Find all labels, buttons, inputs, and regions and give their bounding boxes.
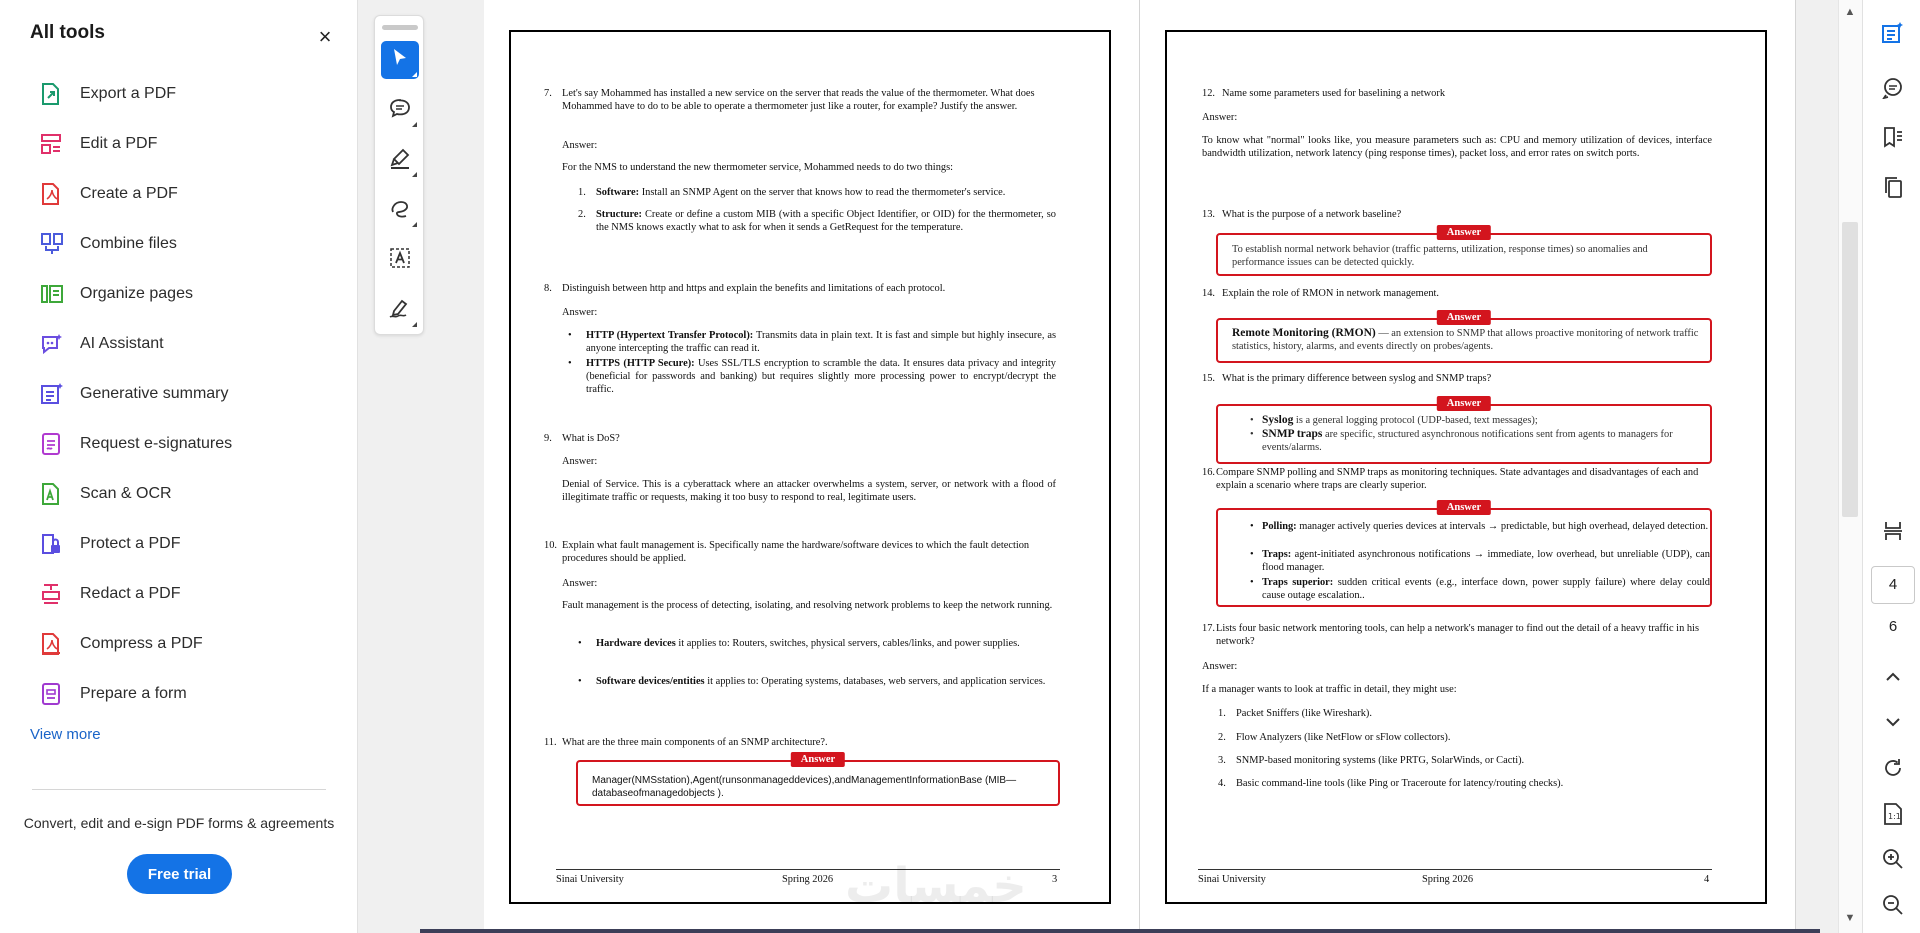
tool-label: Edit a PDF	[80, 135, 158, 152]
tool-ai-assistant[interactable]	[30, 319, 340, 369]
bookmarks-panel-button[interactable]	[1878, 124, 1908, 154]
tool-combine-files[interactable]	[30, 219, 340, 269]
tool-scan-ocr[interactable]	[30, 469, 340, 519]
q15-bullet: • Syslog is a general logging protocol (UDP-based, text messages);	[1250, 414, 1538, 426]
promo-text: Convert, edit and e-sign PDF forms & agreements	[23, 815, 335, 831]
q16-bullet: • Traps superior: sudden critical events (e.g., interface down, power supply failure) where delay could cause outage escalation..	[1250, 577, 1710, 602]
prepare-form-icon	[40, 680, 76, 708]
tool-label: AI Assistant	[80, 335, 164, 352]
q16-answer-box	[1216, 502, 1712, 607]
answer-tag: Answer	[1437, 396, 1491, 411]
cursor-arrow-icon	[391, 48, 409, 73]
combine-files-icon	[40, 230, 76, 258]
actual-size-icon	[1882, 802, 1904, 831]
previous-page-button[interactable]	[1878, 663, 1908, 693]
question-17: 17. Lists four basic network mentoring tools, can help a network's manager to find out the detail of a heavy traffic in his network?	[1202, 623, 1699, 648]
tool-redact-pdf[interactable]	[30, 569, 340, 619]
comment-tool-button[interactable]	[381, 91, 419, 129]
tool-label: Export a PDF	[80, 85, 177, 102]
footer-page-number: 4	[1704, 874, 1710, 885]
export-pdf-icon	[40, 80, 76, 108]
copy-pages-icon	[1881, 175, 1905, 204]
tool-generative-summary[interactable]	[30, 369, 340, 419]
q17-list-item: 2. Flow Analyzers (like NetFlow or sFlow collectors).	[1218, 732, 1451, 743]
comment-icon	[1881, 77, 1905, 104]
q17-list-item: 3. SNMP-based monitoring systems (like PRTG, SolarWinds, or Cacti).	[1218, 755, 1525, 766]
question-12: 12. Name some parameters used for baselining a network	[1202, 88, 1446, 99]
q7-list-item: 2. Structure: Create or define a custom MIB (with a specific Object Identifier, or OID) for the thermometer, so the NMS knows exactly what to ask for when it sends a GetRequest for the temperature.	[578, 209, 1056, 234]
zoom-out-icon	[1882, 894, 1904, 921]
tool-request-esignatures[interactable]	[30, 419, 340, 469]
fit-page-icon	[1882, 520, 1904, 547]
footer-term: Spring 2026	[1422, 874, 1474, 885]
actual-size-button[interactable]	[1878, 801, 1908, 831]
q11-answer-box	[576, 754, 1060, 806]
chevron-up-icon	[1885, 669, 1901, 687]
page-thumbnails-button[interactable]	[1878, 174, 1908, 204]
panel-divider	[32, 789, 326, 790]
all-tools-panel	[0, 0, 358, 933]
rotate-icon	[1882, 757, 1904, 784]
text-box-icon	[389, 247, 411, 274]
answer-label: Answer:	[1202, 112, 1238, 123]
answer-tag: Answer	[1437, 500, 1491, 515]
create-pdf-icon	[40, 180, 76, 208]
q14-answer-box	[1216, 312, 1712, 363]
tool-label: Request e-signatures	[80, 435, 233, 452]
zoom-out-button[interactable]	[1878, 892, 1908, 922]
question-11: 11. What are the three main components of an SNMP architecture?.	[544, 737, 828, 748]
footer-university: Sinai University	[556, 874, 624, 885]
answer-label: Answer:	[562, 456, 598, 467]
question-15: 15. What is the primary difference between syslog and SNMP traps?	[1202, 373, 1492, 384]
question-13: 13. What is the purpose of a network baseline?	[1202, 209, 1402, 220]
pen-sign-icon	[388, 297, 412, 324]
q11-answer-text: Manager(NMSstation),Agent(runsonmanageddevices),andManagementInformationBase (MIB—databaseofmanagedobjects ).	[592, 775, 1017, 799]
tools-panel-title: All tools	[30, 22, 105, 43]
q7-list-item: 1. Software: Install an SNMP Agent on the server that knows how to read the thermometer's service.	[578, 187, 1006, 198]
q16-bullet: • Polling: manager actively queries devices at intervals → predictable, but high overhead, delayed detection.	[1250, 521, 1709, 532]
close-panel-button[interactable]: ×	[318, 24, 332, 49]
watermark: خمسات	[845, 858, 1027, 914]
ai-summary-button[interactable]	[1878, 20, 1908, 50]
right-rail	[1862, 0, 1920, 933]
q13-answer-box	[1216, 227, 1712, 276]
q16-bullet: • Traps: agent-initiated asynchronous notifications → immediate, low overhead, but unreliable (UDP), can flood manager.	[1250, 549, 1710, 574]
answer-label: Answer:	[562, 578, 598, 589]
answer-tag: Answer	[1437, 225, 1491, 240]
tool-label: Redact a PDF	[80, 585, 181, 602]
tool-label: Combine files	[80, 235, 177, 252]
bottom-status-strip	[420, 929, 1820, 933]
rotate-button[interactable]	[1878, 755, 1908, 785]
organize-pages-icon	[40, 280, 76, 308]
q15-bullet: • SNMP traps are specific, structured asynchronous notifications sent from agents to managers for events/alarms.	[1250, 428, 1673, 453]
redact-pdf-icon	[40, 580, 76, 608]
quick-tools-toolbar	[374, 15, 424, 335]
generative-summary-icon	[40, 380, 76, 408]
sign-tool-button[interactable]	[381, 291, 419, 329]
q10-bullet: • Hardware devices it applies to: Routers, switches, physical servers, cables/links, and power supplies.	[578, 638, 1020, 649]
draw-tool-button[interactable]	[381, 191, 419, 229]
answer-tag: Answer	[1437, 310, 1491, 325]
tool-label: Generative summary	[80, 385, 229, 402]
q12-answer: To know what "normal" looks like, you measure parameters such as: CPU and memory utilization of devices, interface bandwidth utilization, network latency (ping response times), packet loss, and error rates on switch ports.	[1202, 135, 1712, 160]
zoom-in-icon	[1882, 848, 1904, 875]
tool-label: Create a PDF	[80, 185, 178, 202]
answer-label: Answer:	[562, 307, 598, 318]
compress-pdf-icon	[40, 630, 76, 658]
question-7: 7. Let's say Mohammed has installed a new service on the server that reads the value of the thermometer. What does Mohammed have to do to be able to operate a thermometer just like a router, for example? Justify the answer.	[544, 88, 1035, 113]
q10-bullet: • Software devices/entities it applies to: Operating systems, databases, web servers, and application services.	[578, 676, 1046, 687]
tool-label: Scan & OCR	[80, 485, 172, 502]
total-pages: 6	[1888, 618, 1898, 635]
footer-university: Sinai University	[1198, 874, 1266, 885]
answer-label: Answer:	[1202, 661, 1238, 672]
scan-ocr-icon	[40, 480, 76, 508]
answer-tag: Answer	[791, 752, 845, 767]
footer-page-number: 3	[1052, 874, 1058, 885]
request-esignatures-icon	[40, 430, 76, 458]
tool-compress-pdf[interactable]	[30, 619, 340, 669]
tool-list	[30, 69, 340, 719]
question-14: 14. Explain the role of RMON in network management.	[1202, 288, 1439, 299]
tool-label: Compress a PDF	[80, 635, 203, 652]
scroll-down-arrow[interactable]: ▼	[1844, 912, 1856, 924]
highlighter-icon	[389, 147, 411, 174]
highlight-tool-button[interactable]	[381, 141, 419, 179]
q13-answer-text: To establish normal network behavior (traffic patterns, utilization, response times) so anomalies and performance issues can be detected quickly.	[1232, 244, 1648, 268]
tool-label: Prepare a form	[80, 685, 187, 702]
pdf-page-4	[1140, 0, 1796, 933]
question-10: 10. Explain what fault management is. Specifically name the hardware/software devices to which the fault detection procedures should be applied.	[544, 540, 1030, 565]
q14-answer-text: Remote Monitoring (RMON) — an extension to SNMP that allows proactive monitoring of network traffic statistics, history, alarms, and events directly on probes/agents.	[1232, 327, 1699, 352]
comments-panel-button[interactable]	[1878, 75, 1908, 105]
tool-organize-pages[interactable]	[30, 269, 340, 319]
q8-bullet: • HTTPS (HTTP Secure): Uses SSL/TLS encryption to scramble the data. It ensures data privacy and integrity (beneficial for passwords and banking) but requires slightly more processing power to encrypt/decrypt the traffic.	[568, 358, 1056, 396]
zoom-in-button[interactable]	[1878, 846, 1908, 876]
chevron-down-icon	[1885, 714, 1901, 732]
scrollbar-thumb[interactable]	[1842, 222, 1858, 517]
question-9: 9. What is DoS?	[544, 433, 620, 444]
question-16: 16. Compare SNMP polling and SNMP traps as monitoring techniques. State advantages and disadvantages of each and explain a scenario where traps are clearly superior.	[1202, 467, 1699, 492]
q7-answer-intro: For the NMS to understand the new thermometer service, Mohammed needs to do two things:	[562, 162, 954, 173]
protect-pdf-icon	[40, 530, 76, 558]
document-viewport[interactable]	[484, 0, 1796, 933]
text-tool-button[interactable]	[381, 241, 419, 279]
next-page-button[interactable]	[1878, 708, 1908, 738]
comment-icon	[389, 98, 411, 123]
q15-answer-box	[1216, 398, 1712, 464]
q10-answer: Fault management is the process of detecting, isolating, and resolving network problems to keep the network running.	[562, 600, 1053, 611]
tool-export-pdf[interactable]	[30, 69, 340, 119]
page-layout-button[interactable]	[1878, 518, 1908, 548]
q17-answer-intro: If a manager wants to look at traffic in detail, they might use:	[1202, 684, 1457, 695]
tool-protect-pdf[interactable]	[30, 519, 340, 569]
generative-summary-icon	[1881, 21, 1905, 50]
question-8: 8. Distinguish between http and https and explain the benefits and limitations of each protocol.	[544, 283, 946, 294]
view-more-link[interactable]: View more	[30, 726, 101, 743]
answer-label: Answer:	[562, 140, 598, 151]
tool-edit-pdf[interactable]	[30, 119, 340, 169]
scroll-up-arrow[interactable]: ▲	[1844, 6, 1856, 18]
tool-label: Organize pages	[80, 285, 193, 302]
tool-label: Protect a PDF	[80, 535, 181, 552]
q9-answer: Denial of Service. This is a cyberattack where an attacker overwhelms a system, server, or network with a flood of illegitimate traffic or requests, making it too busy to respond to real, legitimate users.	[562, 479, 1056, 504]
current-page-input[interactable]: 4	[1871, 566, 1915, 604]
pdf-page-3	[484, 0, 1140, 933]
edit-pdf-icon	[40, 130, 76, 158]
footer-rule	[1198, 869, 1712, 870]
q17-list-item: 4. Basic command-line tools (like Ping or Traceroute for latency/routing checks).	[1218, 778, 1564, 789]
tool-create-pdf[interactable]	[30, 169, 340, 219]
q17-list-item: 1. Packet Sniffers (like Wireshark).	[1218, 708, 1372, 719]
freehand-draw-icon	[389, 198, 411, 223]
free-trial-button[interactable]: Free trial	[127, 854, 232, 894]
bookmark-icon	[1881, 125, 1905, 154]
svg-text:1:1: 1:1	[1888, 811, 1901, 821]
toolbar-drag-handle[interactable]	[382, 25, 418, 30]
ai-assistant-icon	[40, 330, 76, 358]
select-tool-button[interactable]	[381, 41, 419, 79]
q8-bullet: • HTTP (Hypertext Transfer Protocol): Transmits data in plain text. It is fast and simple but highly insecure, as anyone intercepting the traffic can read it.	[568, 330, 1057, 355]
tool-prepare-form[interactable]	[30, 669, 340, 719]
footer-term: Spring 2026	[782, 874, 834, 885]
